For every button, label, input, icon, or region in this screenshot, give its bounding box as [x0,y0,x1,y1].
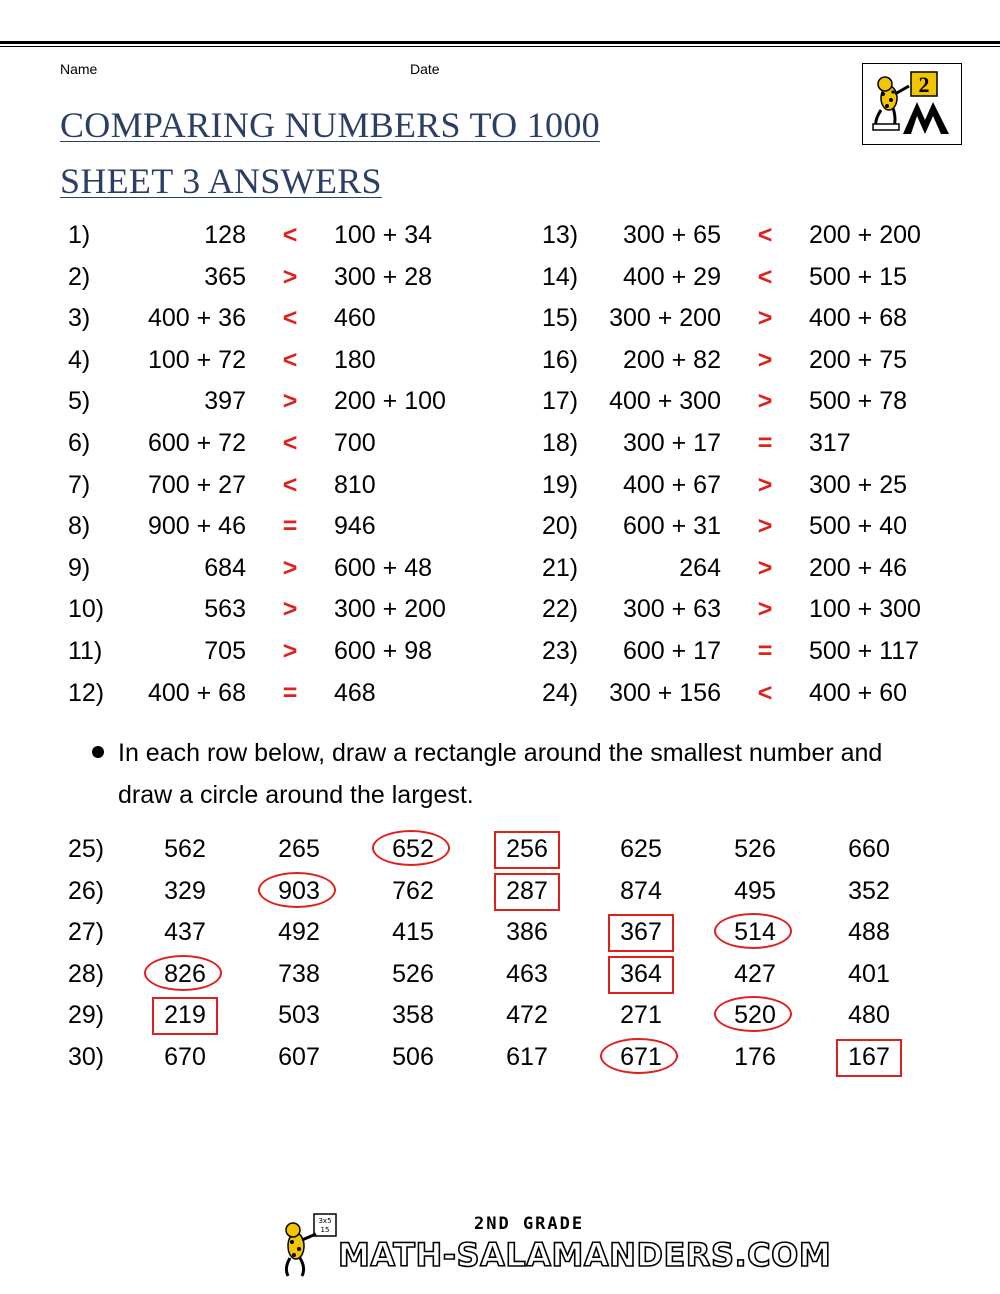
number-cell: 401 [848,960,890,988]
number-cell: 415 [392,918,434,946]
footer-grade-text: 2ND GRADE [474,1214,585,1234]
comparison-symbol: < [282,304,298,332]
comparison-row [0,548,1000,589]
question-number: 5) [68,387,91,415]
right-expression: 500 + 117 [809,637,920,665]
number-cell: 427 [734,960,776,988]
question-number: 27) [68,918,105,946]
number-cell: 437 [164,918,206,946]
smallest-number-rectangle: 364 [601,954,681,995]
comparison-row [0,215,1000,256]
ordering-row [0,954,1000,995]
comparison-symbol: > [282,387,298,415]
right-expression: 400 + 60 [809,679,908,707]
comparison-row [0,589,1000,630]
comparison-symbol: > [757,471,773,499]
largest-number-circle: 826 [145,954,225,995]
number-cell: 506 [392,1043,434,1071]
comparison-row [0,257,1000,298]
right-expression: 200 + 200 [809,221,921,249]
instructions: In each row below, draw a rectangle around the smallest number and draw a circle around the largest. [118,739,883,809]
question-number: 21) [542,554,579,582]
top-rule-thick [0,41,1000,44]
question-number: 29) [68,1001,105,1029]
page-title: COMPARING NUMBERS TO 1000 [60,105,600,145]
left-expression: 600 + 31 [622,512,721,540]
right-expression: 300 + 25 [809,471,908,499]
comparison-symbol: > [757,387,773,415]
number-cell: 670 [164,1043,206,1071]
comparison-row [0,506,1000,547]
question-number: 14) [542,263,579,291]
left-expression: 300 + 156 [609,679,721,707]
question-number: 23) [542,637,579,665]
comparison-symbol: = [282,512,298,540]
question-number: 4) [68,346,91,374]
question-number: 28) [68,960,105,988]
left-expression: 600 + 17 [622,637,721,665]
right-expression: 180 [334,346,376,374]
question-number: 26) [68,877,105,905]
question-number: 3) [68,304,91,332]
comparison-symbol: < [282,429,298,457]
question-number: 6) [68,429,91,457]
number-cell: 358 [392,1001,434,1029]
comparison-symbol: < [282,346,298,374]
number-cell: 488 [848,918,890,946]
question-number: 13) [542,221,579,249]
number-cell: 495 [734,877,776,905]
question-number: 12) [68,679,105,707]
number-cell: 352 [848,877,890,905]
ordering-row [0,912,1000,953]
comparison-row [0,465,1000,506]
footer-salamander-icon [278,1212,338,1278]
number-cell: 271 [620,1001,662,1029]
comparison-symbol: < [282,471,298,499]
number-cell: 480 [848,1001,890,1029]
question-number: 10) [68,595,105,623]
left-expression: 300 + 65 [622,221,721,249]
comparison-symbol: > [757,304,773,332]
ordering-row [0,871,1000,912]
right-expression: 400 + 68 [809,304,908,332]
comparison-symbol: > [282,637,298,665]
number-cell: 386 [506,918,548,946]
number-cell: 660 [848,835,890,863]
comparison-symbol: = [757,429,773,457]
comparison-symbol: > [757,512,773,540]
comparison-row [0,298,1000,339]
footer-card-bottom: 15 [320,1226,330,1234]
number-cell: 463 [506,960,548,988]
question-number: 25) [68,835,105,863]
number-cell: 625 [620,835,662,863]
question-number: 1) [68,221,91,249]
right-expression: 460 [334,304,376,332]
logo [862,63,962,145]
smallest-number-rectangle: 167 [829,1037,909,1078]
salamander-logo-icon [863,64,960,143]
left-expression: 365 [204,263,246,291]
largest-number-circle: 514 [715,912,795,953]
left-expression: 400 + 36 [147,304,246,332]
question-number: 19) [542,471,579,499]
largest-number-circle: 652 [373,829,453,870]
question-number: 17) [542,387,579,415]
number-cell: 492 [278,918,320,946]
right-expression: 500 + 40 [809,512,908,540]
left-expression: 705 [204,637,246,665]
comparison-symbol: > [282,554,298,582]
left-expression: 264 [679,554,721,582]
right-expression: 946 [334,512,376,540]
left-expression: 128 [204,221,246,249]
smallest-number-rectangle: 287 [487,871,567,912]
number-cell: 762 [392,877,434,905]
question-number: 2) [68,263,91,291]
smallest-number-rectangle: 367 [601,912,681,953]
comparison-symbol: > [282,595,298,623]
comparison-symbol: < [757,221,773,249]
right-expression: 200 + 46 [809,554,908,582]
right-expression: 700 [334,429,376,457]
number-cell: 874 [620,877,662,905]
number-cell: 562 [164,835,206,863]
question-number: 20) [542,512,579,540]
ordering-row [0,995,1000,1036]
number-cell: 617 [506,1043,548,1071]
comparison-symbol: > [757,554,773,582]
comparison-symbol: > [757,595,773,623]
right-expression: 200 + 100 [334,387,446,415]
left-expression: 684 [204,554,246,582]
bullet-icon [92,746,104,758]
comparison-row [0,673,1000,714]
largest-number-circle: 671 [601,1037,681,1078]
right-expression: 300 + 200 [334,595,446,623]
question-number: 8) [68,512,91,540]
smallest-number-rectangle: 219 [145,995,225,1036]
comparison-symbol: < [757,679,773,707]
question-number: 9) [68,554,91,582]
question-number: 18) [542,429,579,457]
right-expression: 100 + 34 [334,221,433,249]
left-expression: 100 + 72 [147,346,246,374]
comparison-row [0,631,1000,672]
comparison-symbol: > [282,263,298,291]
number-cell: 607 [278,1043,320,1071]
left-expression: 400 + 300 [609,387,721,415]
question-number: 30) [68,1043,105,1071]
number-cell: 176 [734,1043,776,1071]
footer-card-top: 3x5 [318,1217,332,1225]
comparison-symbol: < [282,221,298,249]
left-expression: 400 + 29 [622,263,721,291]
ordering-row [0,1037,1000,1078]
comparison-row [0,381,1000,422]
footer-logo [278,1212,832,1278]
right-expression: 468 [334,679,376,707]
question-number: 24) [542,679,579,707]
comparison-symbol: > [757,346,773,374]
number-cell: 329 [164,877,206,905]
question-number: 11) [68,637,103,665]
largest-number-circle: 903 [259,871,339,912]
left-expression: 563 [204,595,246,623]
right-expression: 300 + 28 [334,263,433,291]
top-rule-thin [0,46,1000,47]
number-cell: 738 [278,960,320,988]
comparison-row [0,340,1000,381]
left-expression: 700 + 27 [147,471,246,499]
right-expression: 200 + 75 [809,346,908,374]
number-cell: 503 [278,1001,320,1029]
largest-number-circle: 520 [715,995,795,1036]
ordering-row [0,829,1000,870]
number-cell: 472 [506,1001,548,1029]
number-cell: 265 [278,835,320,863]
left-expression: 400 + 68 [147,679,246,707]
left-expression: 300 + 63 [622,595,721,623]
right-expression: 100 + 300 [809,595,921,623]
left-expression: 200 + 82 [622,346,721,374]
logo-grade-badge: 2 [918,72,930,97]
left-expression: 600 + 72 [147,429,246,457]
question-number: 16) [542,346,579,374]
right-expression: 600 + 98 [334,637,433,665]
right-expression: 500 + 78 [809,387,908,415]
date-label: Date [410,61,440,77]
right-expression: 600 + 48 [334,554,433,582]
comparison-row [0,423,1000,464]
question-number: 22) [542,595,579,623]
right-expression: 317 [809,429,851,457]
footer-site-text: MATH-SALAMANDERS.COM [338,1236,832,1274]
smallest-number-rectangle: 256 [487,829,567,870]
left-expression: 900 + 46 [147,512,246,540]
right-expression: 500 + 15 [809,263,908,291]
comparison-symbol: < [757,263,773,291]
right-expression: 810 [334,471,376,499]
comparison-symbol: = [282,679,298,707]
left-expression: 300 + 17 [622,429,721,457]
question-number: 15) [542,304,579,332]
name-label: Name [60,61,98,77]
page-subtitle: SHEET 3 ANSWERS [60,161,382,201]
number-cell: 526 [392,960,434,988]
comparison-symbol: = [757,637,773,665]
number-cell: 526 [734,835,776,863]
left-expression: 397 [204,387,246,415]
question-number: 7) [68,471,91,499]
left-expression: 400 + 67 [622,471,721,499]
left-expression: 300 + 200 [609,304,721,332]
